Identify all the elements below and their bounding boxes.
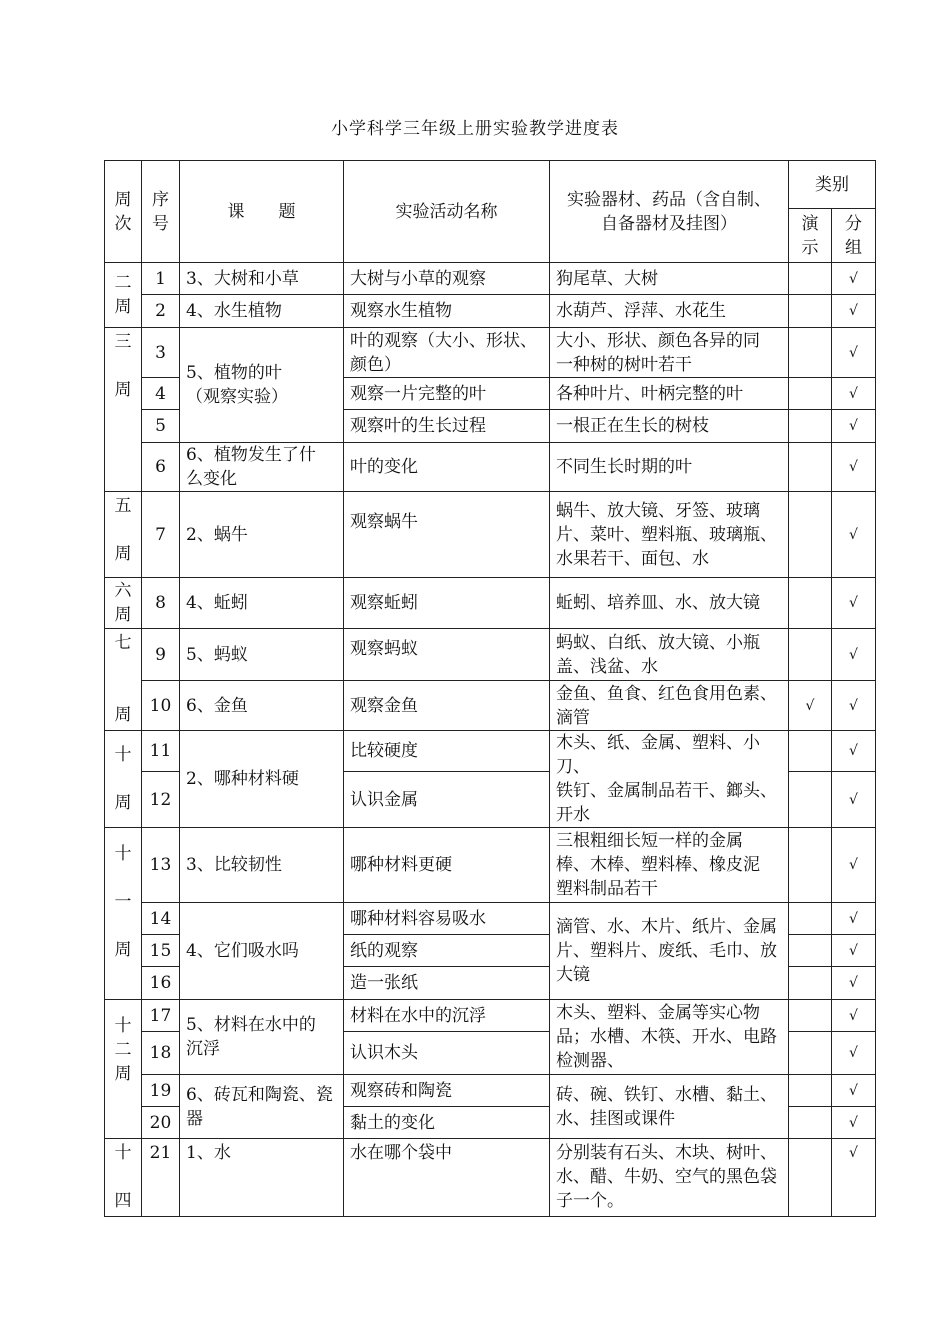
demo-cell <box>789 1000 832 1032</box>
table-row <box>105 1075 876 1107</box>
group-cell: √ <box>832 903 876 935</box>
seq-cell: 17 <box>142 1000 180 1032</box>
seq-cell: 19 <box>142 1075 180 1107</box>
week-cell: 十 周 <box>105 731 142 828</box>
activity-cell: 观察水生植物 <box>344 295 550 328</box>
seq-cell: 1 <box>142 263 180 295</box>
week-cell: 五 周 <box>105 492 142 578</box>
topic-cell: 2、蜗牛 <box>180 492 344 578</box>
seq-cell: 10 <box>142 681 180 731</box>
table-row <box>105 328 876 378</box>
group-cell: √ <box>832 410 876 443</box>
materials-cell: 滴管、水、木片、纸片、金属 片、塑料片、废纸、毛巾、放 大镜 <box>550 903 789 1000</box>
table-row <box>105 731 876 772</box>
seq-cell: 16 <box>142 967 180 1000</box>
group-cell: √ <box>832 1107 876 1139</box>
demo-cell <box>789 443 832 492</box>
group-cell: √ <box>832 629 876 681</box>
materials-cell: 水葫芦、浮萍、水花生 <box>550 295 789 328</box>
topic-cell: 4、它们吸水吗 <box>180 903 344 1000</box>
topic-cell: 6、植物发生了什 么变化 <box>180 443 344 492</box>
table-row <box>105 1000 876 1032</box>
week-cell: 七 周 <box>105 629 142 731</box>
materials-cell: 蜗牛、放大镜、牙签、玻璃 片、菜叶、塑料瓶、玻璃瓶、 水果若干、面包、水 <box>550 492 789 578</box>
topic-cell: 4、蚯蚓 <box>180 578 344 629</box>
materials-cell: 分别装有石头、木块、树叶、 水、醋、牛奶、空气的黑色袋 子一个。 <box>550 1139 789 1217</box>
group-cell: √ <box>832 731 876 772</box>
group-cell: √ <box>832 967 876 1000</box>
materials-cell: 大小、形状、颜色各异的同 一种树的树叶若干 <box>550 328 789 378</box>
demo-cell <box>789 772 832 828</box>
group-cell: √ <box>832 1139 876 1217</box>
topic-cell: 3、大树和小草 <box>180 263 344 295</box>
header-seq: 序 号 <box>142 161 180 263</box>
seq-cell: 9 <box>142 629 180 681</box>
materials-cell: 木头、塑料、金属等实心物 品；水槽、木筷、开水、电路 检测器、 <box>550 1000 789 1075</box>
week-cell: 三 周 <box>105 328 142 492</box>
header-topic: 课 题 <box>180 161 344 263</box>
table-row <box>105 681 876 731</box>
demo-cell <box>789 731 832 772</box>
activity-cell: 哪种材料更硬 <box>344 828 550 903</box>
demo-cell <box>789 378 832 410</box>
week-cell: 十 四 <box>105 1139 142 1217</box>
group-cell: √ <box>832 935 876 967</box>
demo-cell <box>789 295 832 328</box>
header-week: 周 次 <box>105 161 142 263</box>
activity-cell: 造一张纸 <box>344 967 550 1000</box>
demo-cell: √ <box>789 681 832 731</box>
materials-cell: 蚂蚁、白纸、放大镜、小瓶 盖、浅盆、水 <box>550 629 789 681</box>
topic-cell: 4、水生植物 <box>180 295 344 328</box>
table-row <box>105 1139 876 1217</box>
topic-cell: 6、金鱼 <box>180 681 344 731</box>
activity-cell: 观察金鱼 <box>344 681 550 731</box>
table-row <box>105 578 876 629</box>
materials-cell: 金鱼、鱼食、红色食用色素、 滴管 <box>550 681 789 731</box>
materials-cell: 不同生长时期的叶 <box>550 443 789 492</box>
activity-cell: 观察蚂蚁 <box>344 629 550 681</box>
activity-cell: 观察蜗牛 <box>344 492 550 578</box>
activity-cell: 观察蚯蚓 <box>344 578 550 629</box>
seq-cell: 8 <box>142 578 180 629</box>
group-cell: √ <box>832 578 876 629</box>
topic-cell: 5、材料在水中的 沉浮 <box>180 1000 344 1075</box>
activity-cell: 比较硬度 <box>344 731 550 772</box>
group-cell: √ <box>832 1000 876 1032</box>
header-group: 分 组 <box>832 209 876 263</box>
demo-cell <box>789 828 832 903</box>
activity-cell: 叶的变化 <box>344 443 550 492</box>
seq-cell: 18 <box>142 1032 180 1075</box>
table-row <box>105 295 876 328</box>
demo-cell <box>789 578 832 629</box>
table-row <box>105 443 876 492</box>
activity-cell: 纸的观察 <box>344 935 550 967</box>
week-cell: 十 二 周 <box>105 1000 142 1139</box>
header-materials: 实验器材、药品（含自制、 自备器材及挂图） <box>550 161 789 263</box>
materials-cell: 狗尾草、大树 <box>550 263 789 295</box>
activity-cell: 哪种材料容易吸水 <box>344 903 550 935</box>
seq-cell: 3 <box>142 328 180 378</box>
seq-cell: 12 <box>142 772 180 828</box>
group-cell: √ <box>832 263 876 295</box>
group-cell: √ <box>832 828 876 903</box>
materials-cell: 蚯蚓、培养皿、水、放大镜 <box>550 578 789 629</box>
seq-cell: 13 <box>142 828 180 903</box>
header-activity: 实验活动名称 <box>344 161 550 263</box>
topic-cell: 1、水 <box>180 1139 344 1217</box>
demo-cell <box>789 492 832 578</box>
seq-cell: 7 <box>142 492 180 578</box>
seq-cell: 14 <box>142 903 180 935</box>
seq-cell: 6 <box>142 443 180 492</box>
demo-cell <box>789 263 832 295</box>
topic-cell: 6、砖瓦和陶瓷、瓷 器 <box>180 1075 344 1139</box>
demo-cell <box>789 935 832 967</box>
demo-cell <box>789 1075 832 1107</box>
activity-cell: 认识金属 <box>344 772 550 828</box>
activity-cell: 观察砖和陶瓷 <box>344 1075 550 1107</box>
activity-cell: 认识木头 <box>344 1032 550 1075</box>
activity-cell: 水在哪个袋中 <box>344 1139 550 1217</box>
demo-cell <box>789 1032 832 1075</box>
demo-cell <box>789 967 832 1000</box>
seq-cell: 21 <box>142 1139 180 1217</box>
table-row <box>105 903 876 935</box>
group-cell: √ <box>832 772 876 828</box>
table-row <box>105 629 876 681</box>
week-cell: 二 周 <box>105 263 142 328</box>
seq-cell: 2 <box>142 295 180 328</box>
materials-cell: 三根粗细长短一样的金属 棒、木棒、塑料棒、橡皮泥 塑料制品若干 <box>550 828 789 903</box>
header-demo: 演 示 <box>789 209 832 263</box>
demo-cell <box>789 328 832 378</box>
activity-cell: 观察一片完整的叶 <box>344 378 550 410</box>
group-cell: √ <box>832 443 876 492</box>
page-title: 小学科学三年级上册实验教学进度表 <box>331 119 619 139</box>
schedule-table <box>104 160 876 1217</box>
activity-cell: 叶的观察（大小、形状、 颜色） <box>344 328 550 378</box>
topic-cell: 5、蚂蚁 <box>180 629 344 681</box>
seq-cell: 4 <box>142 378 180 410</box>
seq-cell: 5 <box>142 410 180 443</box>
seq-cell: 20 <box>142 1107 180 1139</box>
materials-cell: 一根正在生长的树枝 <box>550 410 789 443</box>
table-row <box>105 828 876 903</box>
demo-cell <box>789 1139 832 1217</box>
activity-cell: 观察叶的生长过程 <box>344 410 550 443</box>
demo-cell <box>789 629 832 681</box>
activity-cell: 黏土的变化 <box>344 1107 550 1139</box>
group-cell: √ <box>832 378 876 410</box>
topic-cell: 5、植物的叶 （观察实验） <box>180 328 344 443</box>
demo-cell <box>789 410 832 443</box>
materials-cell: 砖、碗、铁钉、水槽、黏土、 水、挂图或课件 <box>550 1075 789 1139</box>
demo-cell <box>789 903 832 935</box>
demo-cell <box>789 1107 832 1139</box>
group-cell: √ <box>832 1032 876 1075</box>
materials-cell: 各种叶片、叶柄完整的叶 <box>550 378 789 410</box>
group-cell: √ <box>832 1075 876 1107</box>
table-row <box>105 263 876 295</box>
table-row <box>105 492 876 578</box>
group-cell: √ <box>832 492 876 578</box>
seq-cell: 11 <box>142 731 180 772</box>
materials-cell: 木头、纸、金属、塑料、小刀、 铁钉、金属制品若干、鎯头、 开水 <box>550 731 789 828</box>
activity-cell: 材料在水中的沉浮 <box>344 1000 550 1032</box>
seq-cell: 15 <box>142 935 180 967</box>
week-cell: 十 一 周 <box>105 828 142 1000</box>
group-cell: √ <box>832 295 876 328</box>
activity-cell: 大树与小草的观察 <box>344 263 550 295</box>
week-cell: 六 周 <box>105 578 142 629</box>
group-cell: √ <box>832 328 876 378</box>
topic-cell: 2、哪种材料硬 <box>180 731 344 828</box>
header-category: 类别 <box>789 161 876 209</box>
group-cell: √ <box>832 681 876 731</box>
topic-cell: 3、比较韧性 <box>180 828 344 903</box>
